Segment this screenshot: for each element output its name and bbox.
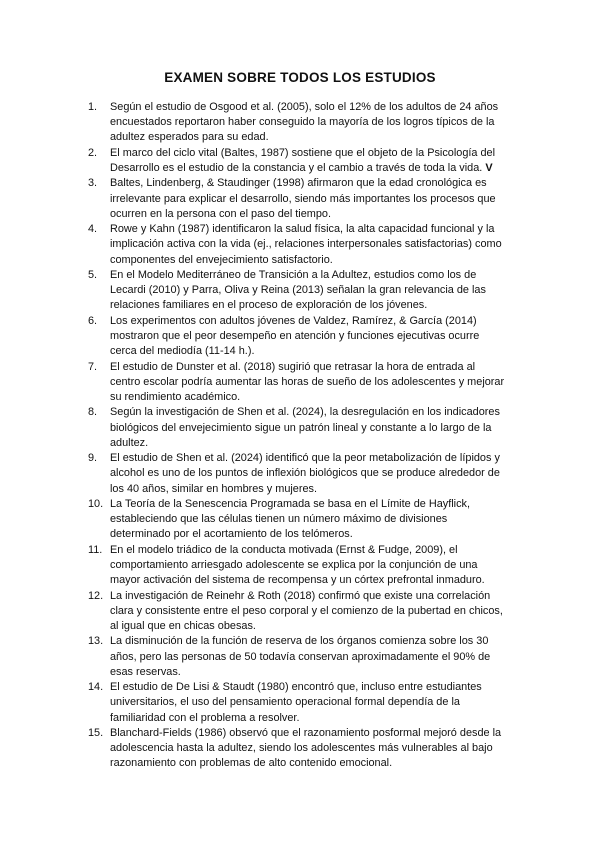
question-text: En el Modelo Mediterráneo de Transición a la Adultez, estudios como los de Lecardi (2010) y Parra, Oliva y Reina (2013) señalan la gran relevancia de las relaciones familiares en el proceso de exploración de los jóvenes. — [110, 268, 486, 312]
question-item — [88, 451, 508, 497]
question-number: 13. — [88, 635, 104, 648]
question-number: 4. — [88, 223, 98, 236]
question-text: La Teoría de la Senescencia Programada se basa en el Límite de Hayflick, estableciendo que las células tienen un número máximo de divisiones determinado por el acortamiento de los telómeros. — [110, 497, 471, 541]
question-item — [88, 543, 508, 589]
question-number: 8. — [88, 406, 98, 419]
question-item — [88, 680, 508, 726]
question-text: Los experimentos con adultos jóvenes de Valdez, Ramírez, & García (2014) mostraron que el peor desempeño en atención y funciones ejecutivas ocurre cerca del mediodía (11-14 h.). — [110, 314, 480, 358]
question-text: Baltes, Lindenberg, & Staudinger (1998) afirmaron que la edad cronológica es irrelevante para explicar el desarrollo, siendo más importantes los procesos que ocurren en la persona con el paso del tiempo. — [110, 177, 496, 220]
page-title: EXAMEN SOBRE TODOS LOS ESTUDIOS — [164, 70, 436, 85]
question-item — [88, 726, 508, 772]
question-list — [88, 100, 508, 772]
question-text: La disminución de la función de reserva de los órganos comienza sobre los 30 años, pero las personas de 50 todavía conservan aproximadamente el 90% de esas reservas. — [110, 635, 491, 678]
question-item — [88, 634, 508, 680]
question-number: 15. — [88, 726, 104, 739]
question-number: 7. — [88, 360, 98, 373]
answer-mark: V — [485, 162, 493, 174]
question-number: 5. — [88, 268, 98, 281]
question-number: 11. — [88, 543, 103, 556]
question-item — [88, 176, 508, 222]
question-number: 10. — [88, 497, 104, 510]
question-text: El marco del ciclo vital (Baltes, 1987) sostiene que el objeto de la Psicología del Desarrollo es el estudio de la constancia y el cambio a través de toda la vida. V — [110, 146, 496, 174]
question-item — [88, 268, 508, 314]
question-text: El estudio de Dunster et al. (2018) sugirió que retrasar la hora de entrada al centro escolar podría aumentar las horas de sueño de los adolescentes y mejorar su rendimiento académico. — [110, 360, 505, 403]
question-item — [88, 222, 508, 268]
question-number: 9. — [88, 452, 98, 465]
question-text: El estudio de De Lisi & Staudt (1980) encontró que, incluso entre estudiantes universitarios, el uso del pensamiento operacional formal dependía de la familiaridad con el problema a resolver. — [110, 681, 482, 724]
question-item — [88, 146, 508, 176]
question-item — [88, 314, 508, 360]
question-item — [88, 405, 508, 451]
question-text: Según el estudio de Osgood et al. (2005), solo el 12% de los adultos de 24 años encuestados reportaron haber conseguido la mayoría de los logros típicos de la adultez esperados para su edad. — [110, 101, 499, 144]
question-item — [88, 360, 508, 406]
question-text: Rowe y Kahn (1987) identificaron la salud física, la alta capacidad funcional y la implicación activa con la vida (ej., relaciones interpersonales satisfactorias) como componentes del envejecimiento satisfactorio. — [110, 223, 502, 266]
question-number: 6. — [88, 314, 98, 327]
question-text: Blanchard-Fields (1986) observó que el razonamiento posformal mejoró desde la adolescencia hasta la adultez, siendo los adolescentes más vulnerables al bajo razonamiento con problemas de alto contenido emocional. — [110, 726, 502, 770]
question-number: 12. — [88, 589, 104, 602]
question-text: El estudio de Shen et al. (2024) identificó que la peor metabolización de lípidos y alcohol es uno de los puntos de inflexión biológicos que se produce alrededor de los 40 años, similar en hombres y mujeres. — [110, 452, 500, 495]
question-text: Según la investigación de Shen et al. (2024), la desregulación en los indicadores biológicos del envejecimiento sigue un patrón lineal y constante a lo largo de la adultez. — [110, 406, 500, 449]
question-text: En el modelo triádico de la conducta motivada (Ernst & Fudge, 2009), el comportamiento arriesgado adolescente se explica por la conjunción de una mayor activación del sistema de recompensa y un córtex prefrontal inmaduro. — [110, 543, 485, 587]
question-number: 14. — [88, 681, 104, 694]
question-item — [88, 100, 508, 146]
question-number: 2. — [88, 146, 98, 159]
question-number: 1. — [88, 101, 98, 113]
question-number: 3. — [88, 177, 98, 190]
question-text: La investigación de Reinehr & Roth (2018) confirmó que existe una correlación clara y consistente entre el peso corporal y el comienzo de la pubertad en chicos, al igual que en chicas obesas. — [110, 589, 503, 632]
question-item — [88, 497, 508, 543]
question-item — [88, 589, 508, 635]
